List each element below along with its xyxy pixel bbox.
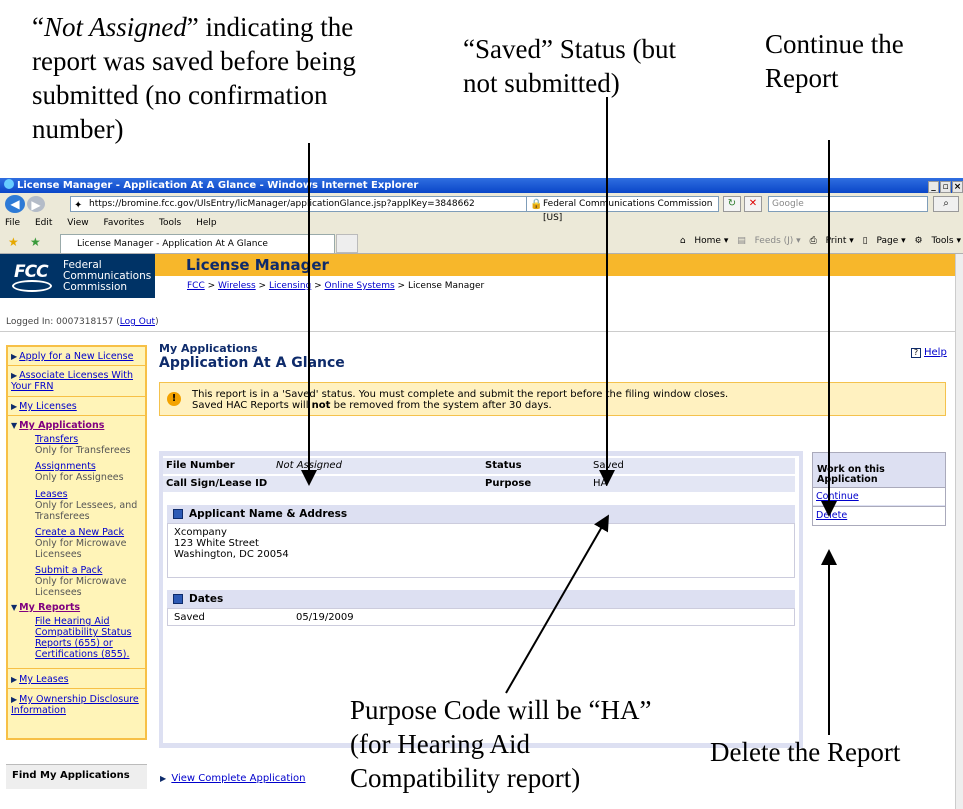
nav-apply[interactable] (11, 351, 133, 362)
dates-header-label: Dates (189, 593, 224, 605)
security-report[interactable] (526, 196, 719, 223)
breadcrumb-current: License Manager (407, 281, 485, 291)
favorites-star-icon[interactable]: ★ (8, 235, 19, 249)
nav-submit-pack-label: Submit a Pack (35, 565, 103, 576)
print-button[interactable]: ⎙ Print ▾ (809, 236, 854, 246)
page-title: Application At A Glance (159, 355, 345, 371)
applicant-section-body (167, 523, 795, 578)
file-number-label: File Number (166, 460, 235, 471)
menu-file[interactable]: File (5, 218, 21, 228)
nav-assignments-label: Assignments (35, 461, 96, 472)
tab-title: License Manager - Application At A Glance (77, 239, 268, 249)
nav-associate-label: Associate Licenses With Your FRN (11, 370, 133, 392)
breadcrumb-fcc[interactable]: FCC (187, 281, 205, 291)
callsign-label: Call Sign/Lease ID (166, 478, 268, 489)
applicant-header-label: Applicant Name & Address (189, 508, 348, 520)
favicon-icon: ✦ (74, 200, 83, 211)
left-navigation (6, 345, 147, 740)
help-link[interactable] (911, 347, 947, 358)
purpose-value: HA (593, 478, 608, 489)
warning-icon: ! (167, 392, 181, 406)
stop-button[interactable]: ✕ (744, 196, 762, 212)
nav-transfers-sub: Only for Transferees (35, 445, 131, 456)
tab-bar (0, 232, 963, 254)
status-label: Status (485, 460, 522, 471)
nav-my-licenses-label: My Licenses (19, 401, 77, 412)
annotation-purpose-code: Purpose Code will be “HA” (for Hearing Aid Compatibility report) (350, 695, 652, 793)
delete-label: Delete (816, 510, 848, 521)
print-label: Print (825, 236, 847, 246)
nav-file-hac-label: File Hearing Aid Compatibility Status Reports (655) or Certifications (855). (35, 616, 132, 660)
alert-line2-bold: not (311, 400, 331, 411)
nav-my-leases[interactable] (11, 674, 69, 685)
tools-label: Tools (931, 236, 954, 246)
app-title: License Manager (186, 256, 329, 274)
applicant-line: 123 White Street (174, 538, 259, 549)
nav-my-reports-label: My Reports (19, 602, 81, 613)
nav-leases-label: Leases (35, 489, 68, 500)
menu-favorites[interactable]: Favorites (103, 218, 145, 228)
breadcrumb-licensing[interactable]: Licensing (268, 281, 312, 291)
menu-bar (0, 215, 963, 232)
applicant-line: Xcompany (174, 527, 227, 538)
nav-submit-pack[interactable] (35, 565, 102, 576)
nav-arrow-icon: ▶ (11, 352, 18, 361)
annotation-not-assigned-rest: ” indicating the report was saved before being submitted (no confirmation number) (32, 12, 356, 144)
nav-create-pack-label: Create a New Pack (35, 527, 125, 538)
nav-my-applications-label: My Applications (19, 420, 105, 431)
window-titlebar (0, 178, 963, 193)
view-complete-application[interactable] (160, 773, 306, 784)
fcc-header (0, 254, 955, 298)
nav-arrow-icon: ▶ (11, 695, 18, 704)
alert-line2-pre: Saved HAC Reports will (192, 400, 312, 411)
nav-leases-sub: Only for Lessees, and Transferees (35, 500, 138, 522)
purpose-label: Purpose (485, 478, 532, 489)
section-toggle-icon (173, 509, 183, 519)
annotation-not-assigned: “Not Assigned” indicating the report was saved before being submitted (no confirmation number) (32, 12, 356, 144)
feeds-label: Feeds (J) (754, 236, 794, 246)
back-button[interactable]: ◀ (5, 195, 25, 213)
nav-divider (8, 668, 145, 669)
menu-edit[interactable]: Edit (34, 218, 53, 228)
continue-label: Continue (816, 491, 859, 502)
refresh-button[interactable]: ↻ (723, 196, 741, 212)
section-toggle-icon (173, 594, 183, 604)
logged-in-status: Logged In: 0007318157 (Log Out) (6, 317, 159, 327)
page-button[interactable]: ▯ Page ▾ (862, 236, 906, 246)
section-label: My Applications (159, 342, 258, 355)
restore-button[interactable]: ▫ (940, 181, 951, 193)
work-on-application-box (812, 452, 946, 526)
nav-my-licenses[interactable] (11, 401, 77, 412)
fcc-logo-line1: Federal (63, 259, 102, 271)
menu-tools[interactable]: Tools (159, 218, 182, 228)
fcc-logo-mark: FCC (14, 262, 48, 282)
saved-status-alert (159, 382, 946, 416)
find-my-applications[interactable]: Find My Applications (6, 764, 147, 789)
tools-button[interactable]: ⚙ Tools ▾ (914, 236, 961, 246)
add-favorites-icon[interactable]: ★ (30, 235, 41, 249)
new-tab-button[interactable] (336, 234, 358, 253)
link-arrow-icon: ▶ (160, 774, 167, 783)
fcc-logo-line2: Communications (63, 270, 152, 282)
nav-expanded-icon: ▼ (11, 421, 18, 430)
nav-ownership-label: My Ownership Disclosure Information (11, 694, 139, 716)
nav-my-reports[interactable] (11, 602, 80, 613)
search-button[interactable]: ⌕ (933, 196, 959, 212)
vertical-scrollbar[interactable] (955, 254, 963, 809)
dates-label: Saved (174, 612, 205, 623)
delete-link[interactable] (813, 506, 945, 525)
menu-help[interactable]: Help (196, 218, 217, 228)
nav-my-leases-label: My Leases (19, 674, 69, 685)
window-controls (927, 179, 963, 194)
nav-arrow-icon: ▶ (11, 371, 18, 380)
nav-ownership[interactable] (11, 694, 146, 716)
file-number-value: Not Assigned (276, 460, 342, 471)
nav-leases[interactable] (35, 489, 68, 500)
nav-transfers[interactable] (35, 434, 78, 445)
annotation-saved-status: “Saved” Status (but not submitted) (463, 34, 676, 98)
file-number-row (163, 458, 795, 474)
dates-section-body (167, 608, 795, 626)
nav-associate[interactable] (11, 370, 144, 392)
applicant-line: Washington, DC 20054 (174, 549, 289, 560)
home-button[interactable]: ⌂ Home ▾ (679, 236, 729, 246)
nav-file-hac[interactable] (35, 616, 143, 660)
alert-line1: This report is in a 'Saved' status. You must complete and submit the report before the filing window closes. (192, 389, 729, 400)
nav-apply-label: Apply for a New License (19, 351, 134, 362)
command-bar (674, 236, 961, 246)
alert-line2-post: be removed from the system after 30 days. (330, 400, 552, 411)
nav-my-applications[interactable] (11, 420, 104, 431)
nav-create-pack[interactable] (35, 527, 124, 538)
nav-submit-pack-sub: Only for Microwave Licensees (35, 576, 127, 598)
dates-section-header[interactable] (167, 590, 795, 608)
annotation-continue: Continue the Report (765, 29, 904, 93)
tab-application-glance[interactable] (60, 234, 335, 253)
nav-create-pack-sub: Only for Microwave Licensees (35, 538, 127, 560)
breadcrumb-wireless[interactable]: Wireless (218, 281, 256, 291)
fcc-logo-oval-icon (12, 280, 52, 292)
address-bar[interactable] (70, 196, 530, 212)
home-label: Home (694, 236, 721, 246)
nav-divider (8, 688, 145, 689)
annotation-delete: Delete the Report (710, 737, 901, 767)
nav-arrow-icon: ▶ (11, 675, 18, 684)
help-label: Help (924, 347, 947, 358)
nav-assignments-sub: Only for Assignees (35, 472, 124, 483)
breadcrumb: FCC > Wireless > Licensing > Online Systems > License Manager (187, 281, 485, 291)
callsign-row (163, 476, 795, 492)
fcc-logo[interactable] (0, 254, 155, 298)
header-divider (0, 331, 955, 332)
alert-text (192, 389, 728, 411)
applicant-section-header[interactable] (167, 505, 795, 523)
nav-arrow-icon: ▶ (11, 402, 18, 411)
nav-assignments[interactable] (35, 461, 96, 472)
annotation-not-assigned-em: Not Assigned (43, 12, 187, 42)
help-icon: ? (911, 348, 921, 358)
nav-divider (8, 365, 145, 366)
nav-transfers-label: Transfers (35, 434, 79, 445)
status-value: Saved (593, 460, 624, 471)
view-complete-label: View Complete Application (171, 773, 306, 784)
continue-link[interactable] (813, 487, 945, 505)
breadcrumb-online-systems[interactable]: Online Systems (324, 281, 395, 291)
lock-icon: 🔒 (530, 199, 543, 210)
nav-divider (8, 415, 145, 416)
nav-divider (8, 396, 145, 397)
page-label: Page (876, 236, 899, 246)
ie-icon (4, 179, 14, 189)
forward-button[interactable]: ▶ (27, 196, 45, 212)
close-button[interactable]: × (953, 182, 962, 192)
logged-in-label: Logged In: 0007318157 (6, 317, 114, 327)
window-title: License Manager - Application At A Glance - Windows Internet Explorer (17, 180, 419, 191)
menu-view[interactable]: View (67, 218, 89, 228)
minimize-button[interactable]: _ (928, 181, 939, 193)
dates-value: 05/19/2009 (296, 612, 354, 623)
feeds-button[interactable]: ▤ Feeds (J) ▾ (737, 236, 801, 246)
fcc-logo-line3: Commission (63, 281, 128, 293)
security-label: Federal Communications Commission [US] (543, 199, 713, 223)
work-box-header: Work on this Application (817, 464, 885, 485)
nav-expanded-icon: ▼ (11, 603, 18, 612)
alert-line2 (192, 400, 728, 411)
license-manager-bar (155, 254, 955, 276)
logout-link[interactable]: Log Out (119, 317, 156, 327)
address-url: https://bromine.fcc.gov/UlsEntry/licManager/applicationGlance.jsp?applKey=3848662 (89, 199, 475, 209)
search-input[interactable]: Google (768, 196, 928, 212)
